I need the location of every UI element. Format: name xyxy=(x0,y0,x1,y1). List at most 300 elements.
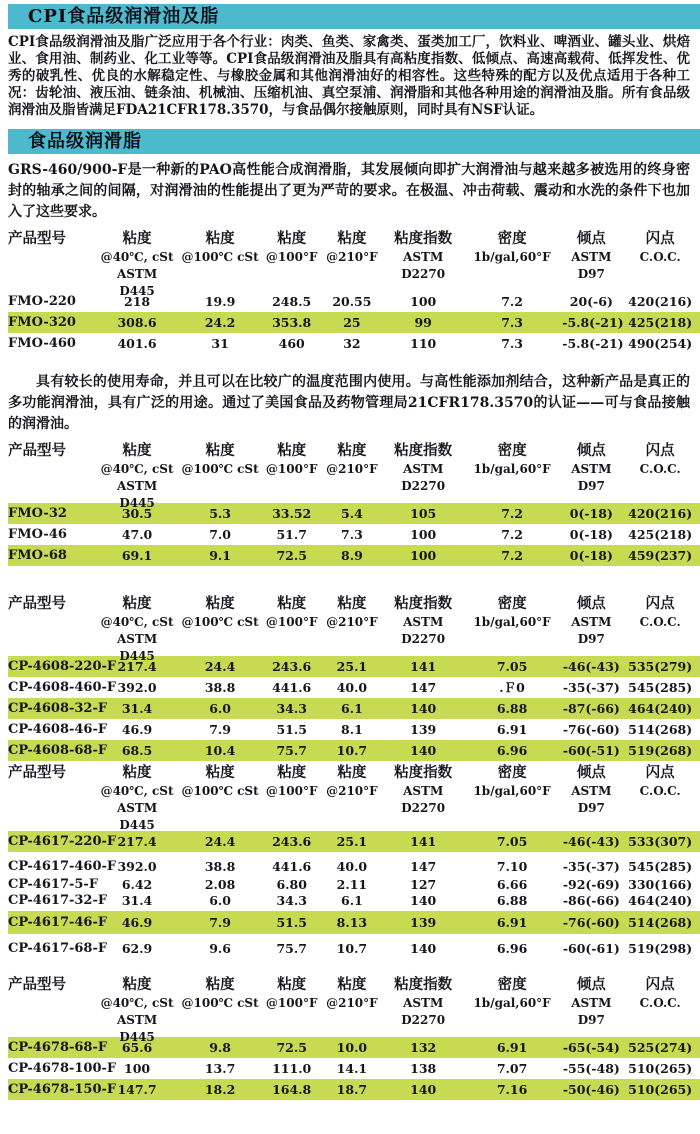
column-header xyxy=(8,763,98,817)
column-header-line: @100℃ cSt xyxy=(181,615,259,629)
column-header xyxy=(384,975,462,1029)
table-row xyxy=(8,333,700,354)
value-cell: 525(274) xyxy=(628,1040,693,1055)
product-model-cell: CP-4608-220-F xyxy=(8,659,117,674)
column-header xyxy=(620,229,700,283)
column-header-line: 1b/gal,60°F xyxy=(473,784,551,798)
column-header-line: 1b/gal,60°F xyxy=(473,250,551,264)
column-header-line: 1b/gal,60°F xyxy=(473,996,551,1010)
column-header-line: 粘度 xyxy=(337,595,367,612)
column-header-line: 产品型号 xyxy=(8,595,66,612)
column-header-line: 粘度 xyxy=(122,595,152,612)
column-header-line: 倾点 xyxy=(576,230,606,247)
value-cell: 7.07 xyxy=(496,1061,528,1076)
column-header xyxy=(562,229,620,283)
product-model-cell: CP-4617-5-F xyxy=(8,877,99,892)
column-header-line: C.O.C. xyxy=(639,784,681,798)
column-header-line: ASTM D445 xyxy=(116,479,158,510)
table-row xyxy=(8,1058,700,1079)
column-header-line: ASTM D445 xyxy=(116,801,158,832)
table-header xyxy=(8,763,700,832)
column-header xyxy=(8,229,98,283)
column-header-line: @210°F xyxy=(326,615,378,629)
column-header-line: @100℃ cSt xyxy=(181,996,259,1010)
value-cell: 6.96 xyxy=(496,941,528,956)
column-header-line: @100℃ cSt xyxy=(181,250,259,264)
table-row xyxy=(8,677,700,698)
spec-table-cp4617 xyxy=(8,763,700,959)
column-header-line: 密度 xyxy=(497,764,527,781)
column-header-line xyxy=(8,249,98,266)
product-model-cell: CP-4617-32-F xyxy=(8,893,108,908)
value-cell: 141 xyxy=(410,659,437,674)
value-cell: -76(-60) xyxy=(562,722,620,737)
column-header-line: 产品型号 xyxy=(8,230,66,247)
column-header-line: ASTM D2270 xyxy=(401,250,446,281)
table-row xyxy=(8,656,700,677)
product-model-cell: CP-4617-46-F xyxy=(8,915,108,930)
value-cell: 9.1 xyxy=(209,548,231,563)
column-header xyxy=(264,594,319,648)
value-cell: 5.4 xyxy=(341,506,363,521)
column-header-line: @100°F xyxy=(265,784,318,798)
product-model-cell: CP-4678-68-F xyxy=(8,1040,108,1055)
value-cell: 459(237) xyxy=(628,548,693,563)
value-cell: 519(298) xyxy=(628,941,693,956)
column-header-line: 1b/gal,60°F xyxy=(473,615,551,629)
column-header-line: 闪点 xyxy=(645,764,675,781)
column-header-line xyxy=(176,631,264,648)
value-cell: 330(166) xyxy=(628,877,693,892)
column-header-line: 产品型号 xyxy=(8,442,66,459)
value-cell: 51.5 xyxy=(276,722,307,737)
value-cell: 425(218) xyxy=(628,315,693,330)
column-header-line: ASTM D445 xyxy=(116,267,158,298)
value-cell: 7.0 xyxy=(209,527,231,542)
column-header-line xyxy=(319,800,384,817)
product-model-cell: FMO-32 xyxy=(8,506,67,521)
value-cell: 6.80 xyxy=(276,877,307,892)
column-header-line: 闪点 xyxy=(645,976,675,993)
value-cell: 14.1 xyxy=(336,1061,368,1076)
column-header-line xyxy=(319,1012,384,1029)
column-header xyxy=(562,975,620,1029)
column-header-line: 粘度 xyxy=(277,764,307,781)
column-header-line: @100°F xyxy=(265,462,318,476)
value-cell: -60(-51) xyxy=(562,743,620,758)
value-cell: 65.6 xyxy=(121,1040,153,1055)
column-header-line: 粘度 xyxy=(205,764,235,781)
column-header-line: 粘度 xyxy=(122,976,152,993)
value-cell: 6.88 xyxy=(496,893,528,908)
value-cell: -35(-37) xyxy=(562,680,620,695)
column-header-line xyxy=(620,631,700,648)
value-cell: 6.0 xyxy=(209,701,231,716)
column-header-line: C.O.C. xyxy=(639,615,681,629)
product-model-cell: CP-4617-68-F xyxy=(8,941,108,956)
value-cell: 535(279) xyxy=(628,659,693,674)
column-header xyxy=(8,594,98,648)
column-header xyxy=(8,441,98,495)
value-cell: 0(-18) xyxy=(569,506,613,521)
value-cell: 441.6 xyxy=(272,859,312,874)
column-header-line xyxy=(8,800,98,817)
value-cell: 132 xyxy=(410,1040,437,1055)
value-cell: 353.8 xyxy=(272,315,312,330)
column-header xyxy=(462,441,562,495)
intro-paragraph: CPI食品级润滑油及脂广泛应用于各个行业：肉类、鱼类、家禽类、蛋类加工厂，饮料业、啤酒业、罐头业、烘焙业、食用油、制药业、化工业等等。CPI食品级润滑油及脂具有高粘度指数、低倾点、高速高载荷、低挥发性、优秀的破乳性、优良的水解稳定性、与橡胶金属和其他润滑油好的相容性。这些特殊的配方以及优点适用于各种工况：齿轮油、液压油、链条油、机械油、压缩机油、真空泵浦、润滑脂和其他各种用途的润滑油及脂。所有食品级润滑油及脂皆满足FDA21CFR178.3570，与食品偶尔接触原则，同时具有NSF认证。 xyxy=(8,34,690,118)
value-cell: 7.9 xyxy=(209,915,231,930)
column-header xyxy=(176,441,264,495)
value-cell: -87(-66) xyxy=(562,701,620,716)
column-header xyxy=(98,975,176,1044)
value-cell: 9.6 xyxy=(209,941,231,956)
column-header-line: 粘度 xyxy=(205,595,235,612)
value-cell: 0(-18) xyxy=(569,527,613,542)
column-header xyxy=(176,229,264,283)
column-header xyxy=(176,975,264,1029)
column-header xyxy=(620,594,700,648)
table-body xyxy=(8,1037,700,1100)
value-cell: 519(268) xyxy=(628,743,693,758)
value-cell: 514(268) xyxy=(628,722,693,737)
column-header-line xyxy=(319,478,384,495)
column-header-line: @40℃, cSt xyxy=(100,996,174,1010)
value-cell: 139 xyxy=(410,915,437,930)
column-header-line: @40℃, cSt xyxy=(100,250,174,264)
table-row xyxy=(8,893,700,909)
column-header-line: 粘度 xyxy=(337,764,367,781)
column-header xyxy=(620,975,700,1029)
value-cell: -60(-61) xyxy=(562,941,620,956)
value-cell: 10.7 xyxy=(336,941,368,956)
column-header-line xyxy=(8,614,98,631)
column-header-line xyxy=(8,631,98,648)
value-cell: 164.8 xyxy=(272,1082,312,1097)
value-cell: 105 xyxy=(410,506,437,521)
value-cell: 510(265) xyxy=(628,1061,693,1076)
column-header-line: ASTM D97 xyxy=(571,462,612,493)
value-cell: 32 xyxy=(343,336,361,351)
value-cell: 40.0 xyxy=(336,680,368,695)
value-cell: 217.4 xyxy=(117,659,157,674)
column-header-line: 倾点 xyxy=(576,595,606,612)
column-header-line xyxy=(264,478,319,495)
value-cell: 147 xyxy=(410,680,437,695)
table-row xyxy=(8,545,700,566)
column-header-line: 粘度 xyxy=(277,442,307,459)
table-row xyxy=(8,503,700,524)
value-cell: 7.05 xyxy=(496,659,528,674)
column-header-line: @100°F xyxy=(265,996,318,1010)
column-header xyxy=(264,975,319,1029)
value-cell: 138 xyxy=(410,1061,437,1076)
value-cell: 420(216) xyxy=(628,506,693,521)
service-life-paragraph: 具有较长的使用寿命，并且可以在比较广的温度范围内使用。与高性能添加剂结合，这种新产品是真正的多功能润滑油，具有广泛的用途。通过了美国食品及药物管理局21CFR178.3570的认证——可与食品接触的润滑油。 xyxy=(8,374,690,432)
column-header-line: @100°F xyxy=(265,250,318,264)
value-cell: -50(-46) xyxy=(562,1082,620,1097)
column-header-line xyxy=(319,631,384,648)
column-header-line xyxy=(462,266,562,283)
column-header xyxy=(462,975,562,1029)
column-header-line: @40℃, cSt xyxy=(100,462,174,476)
value-cell: 140 xyxy=(410,701,437,716)
value-cell: 8.9 xyxy=(341,548,363,563)
value-cell: 10.7 xyxy=(336,743,368,758)
value-cell: 34.3 xyxy=(276,701,307,716)
column-header-line: 粘度 xyxy=(122,442,152,459)
value-cell: -46(-43) xyxy=(562,834,620,849)
value-cell: -46(-43) xyxy=(562,659,620,674)
column-header-line: 粘度 xyxy=(122,230,152,247)
value-cell: 31 xyxy=(211,336,229,351)
value-cell: 100 xyxy=(124,1061,151,1076)
column-header xyxy=(176,594,264,648)
value-cell: 464(240) xyxy=(628,701,693,716)
value-cell: 20.55 xyxy=(332,294,372,309)
column-header-line: 倾点 xyxy=(576,976,606,993)
value-cell: -76(-60) xyxy=(562,915,620,930)
column-header-line xyxy=(462,631,562,648)
table-header xyxy=(8,229,700,298)
column-header xyxy=(462,229,562,283)
value-cell: 25 xyxy=(343,315,361,330)
column-header-line: @100°F xyxy=(265,615,318,629)
column-header xyxy=(462,763,562,817)
value-cell: -5.8(-21) xyxy=(562,315,624,330)
column-header-line xyxy=(176,478,264,495)
value-cell: 7.05 xyxy=(496,834,528,849)
column-header xyxy=(8,975,98,1029)
value-cell: 40.0 xyxy=(336,859,368,874)
product-model-cell: CP-4608-460-F xyxy=(8,680,117,695)
column-header xyxy=(264,441,319,495)
value-cell: 99 xyxy=(414,315,432,330)
column-header xyxy=(176,763,264,817)
column-header-line: @210°F xyxy=(326,250,378,264)
value-cell: 6.66 xyxy=(496,877,528,892)
column-header-line xyxy=(264,800,319,817)
column-header xyxy=(319,975,384,1029)
column-header xyxy=(384,441,462,495)
column-header-line xyxy=(8,266,98,283)
value-cell: 8.1 xyxy=(341,722,363,737)
value-cell: 19.9 xyxy=(204,294,236,309)
value-cell: 420(216) xyxy=(628,294,693,309)
value-cell: 6.88 xyxy=(496,701,528,716)
value-cell: 25.1 xyxy=(336,659,368,674)
table-row xyxy=(8,524,700,545)
column-header-line: 粘度 xyxy=(337,976,367,993)
column-header-line: C.O.C. xyxy=(639,250,681,264)
value-cell: 6.91 xyxy=(496,722,528,737)
product-model-cell: CP-4617-460-F xyxy=(8,859,117,874)
value-cell: 6.91 xyxy=(496,1040,528,1055)
value-cell: 62.9 xyxy=(121,941,153,956)
value-cell: 6.1 xyxy=(341,893,363,908)
column-header xyxy=(384,763,462,817)
value-cell: 147 xyxy=(410,859,437,874)
value-cell: 9.8 xyxy=(209,1040,231,1055)
value-cell: 533(307) xyxy=(628,834,693,849)
value-cell: 7.3 xyxy=(501,336,523,351)
value-cell: 6.1 xyxy=(341,701,363,716)
value-cell: 460 xyxy=(278,336,305,351)
column-header-line: C.O.C. xyxy=(639,996,681,1010)
column-header-line xyxy=(176,800,264,817)
column-header-line: @210°F xyxy=(326,784,378,798)
value-cell: 25.1 xyxy=(336,834,368,849)
column-header-line: @210°F xyxy=(326,462,378,476)
table-body xyxy=(8,503,700,566)
column-header-line: @100℃ cSt xyxy=(181,784,259,798)
product-model-cell: FMO-68 xyxy=(8,548,67,563)
value-cell: 141 xyxy=(410,834,437,849)
column-header-line: 粘度 xyxy=(277,976,307,993)
column-header xyxy=(319,594,384,648)
column-header xyxy=(98,763,176,832)
column-header-line: 密度 xyxy=(497,230,527,247)
value-cell: 7.2 xyxy=(501,527,523,542)
value-cell: 392.0 xyxy=(117,859,157,874)
value-cell: 140 xyxy=(410,941,437,956)
column-header-line: ASTM D445 xyxy=(116,1013,158,1044)
table-header xyxy=(8,975,700,1044)
product-model-cell: CP-4617-220-F xyxy=(8,834,117,849)
value-cell: 72.5 xyxy=(276,548,307,563)
column-header xyxy=(264,763,319,817)
column-header xyxy=(319,229,384,283)
value-cell: 514(268) xyxy=(628,915,693,930)
column-header-line: 粘度指数 xyxy=(394,595,453,612)
value-cell: 243.6 xyxy=(272,834,312,849)
column-header-line xyxy=(176,266,264,283)
column-header-line xyxy=(264,1012,319,1029)
value-cell: 6.42 xyxy=(121,877,153,892)
value-cell: 100 xyxy=(410,294,437,309)
column-header-line: 粘度指数 xyxy=(394,976,453,993)
column-header-line: 粘度 xyxy=(277,230,307,247)
column-header xyxy=(319,441,384,495)
table-row xyxy=(8,291,700,312)
column-header-line: 1b/gal,60°F xyxy=(473,462,551,476)
column-header-line: 闪点 xyxy=(645,230,675,247)
value-cell: 24.4 xyxy=(204,834,236,849)
table-row xyxy=(8,1079,700,1100)
column-header-line: 粘度 xyxy=(205,976,235,993)
column-header-line: 产品型号 xyxy=(8,976,66,993)
value-cell: 13.7 xyxy=(204,1061,236,1076)
value-cell: 248.5 xyxy=(272,294,312,309)
column-header-line xyxy=(8,1012,98,1029)
column-header-line: 产品型号 xyxy=(8,764,66,781)
spec-table-fmo-light xyxy=(8,441,700,566)
column-header-line: 粘度 xyxy=(337,442,367,459)
column-header-line: 粘度指数 xyxy=(394,764,453,781)
value-cell: 75.7 xyxy=(276,941,307,956)
column-header-line: 粘度 xyxy=(277,595,307,612)
column-header xyxy=(98,441,176,510)
value-cell: 464(240) xyxy=(628,893,693,908)
section-title-food-grade-grease: 食品级润滑脂 xyxy=(8,129,700,154)
value-cell: 140 xyxy=(410,893,437,908)
value-cell: 46.9 xyxy=(121,722,153,737)
value-cell: 111.0 xyxy=(272,1061,312,1076)
column-header-line: 倾点 xyxy=(576,764,606,781)
value-cell: 10.0 xyxy=(336,1040,368,1055)
value-cell: 218 xyxy=(124,294,151,309)
value-cell: -65(-54) xyxy=(562,1040,620,1055)
value-cell: 46.9 xyxy=(121,915,153,930)
table-body xyxy=(8,656,700,761)
value-cell: 24.2 xyxy=(204,315,236,330)
column-header xyxy=(98,229,176,298)
column-header-line: C.O.C. xyxy=(639,462,681,476)
column-header-line: ASTM D97 xyxy=(571,250,612,281)
column-header-line: @100℃ cSt xyxy=(181,462,259,476)
column-header-line xyxy=(462,478,562,495)
value-cell: 425(218) xyxy=(628,527,693,542)
table-body xyxy=(8,291,700,354)
column-header-line: @40℃, cSt xyxy=(100,615,174,629)
value-cell: 401.6 xyxy=(117,336,157,351)
value-cell: 7.9 xyxy=(209,722,231,737)
value-cell: 140 xyxy=(410,743,437,758)
value-cell: 5.3 xyxy=(209,506,231,521)
value-cell: -92(-69) xyxy=(562,877,620,892)
value-cell: 217.4 xyxy=(117,834,157,849)
value-cell: 6.91 xyxy=(496,915,528,930)
spec-table-cp4678 xyxy=(8,975,700,1100)
column-header-line: @40℃, cSt xyxy=(100,784,174,798)
column-header-line: ASTM D2270 xyxy=(401,996,446,1027)
column-header-line: ASTM D97 xyxy=(571,615,612,646)
product-model-cell: FMO-220 xyxy=(8,294,76,309)
table-row xyxy=(8,856,700,877)
column-header-line xyxy=(176,1012,264,1029)
value-cell: 34.3 xyxy=(276,893,307,908)
column-header-line: ASTM D445 xyxy=(116,632,158,663)
value-cell: 6.0 xyxy=(209,893,231,908)
column-header-line: 倾点 xyxy=(576,442,606,459)
column-header-line: 粘度指数 xyxy=(394,442,453,459)
value-cell: 7.2 xyxy=(501,294,523,309)
product-model-cell: CP-4608-68-F xyxy=(8,743,108,758)
column-header xyxy=(384,229,462,283)
value-cell: 20(-6) xyxy=(569,294,613,309)
value-cell: 0(-18) xyxy=(569,548,613,563)
value-cell: 308.6 xyxy=(117,315,157,330)
column-header-line xyxy=(8,478,98,495)
value-cell: 72.5 xyxy=(276,1040,307,1055)
value-cell: 18.2 xyxy=(204,1082,236,1097)
table-header xyxy=(8,594,700,663)
table-row xyxy=(8,698,700,719)
column-header-line: 粘度 xyxy=(337,230,367,247)
product-model-cell: CP-4678-150-F xyxy=(8,1082,117,1097)
column-header-line: ASTM D97 xyxy=(571,784,612,815)
value-cell: 100 xyxy=(410,527,437,542)
product-model-cell: FMO-320 xyxy=(8,315,76,330)
column-header xyxy=(319,763,384,817)
table-row xyxy=(8,911,700,934)
column-header-line: ASTM D97 xyxy=(571,996,612,1027)
column-header xyxy=(98,594,176,663)
column-header-line xyxy=(264,631,319,648)
value-cell: 490(254) xyxy=(628,336,693,351)
column-header-line: 闪点 xyxy=(645,442,675,459)
column-header-line xyxy=(8,995,98,1012)
